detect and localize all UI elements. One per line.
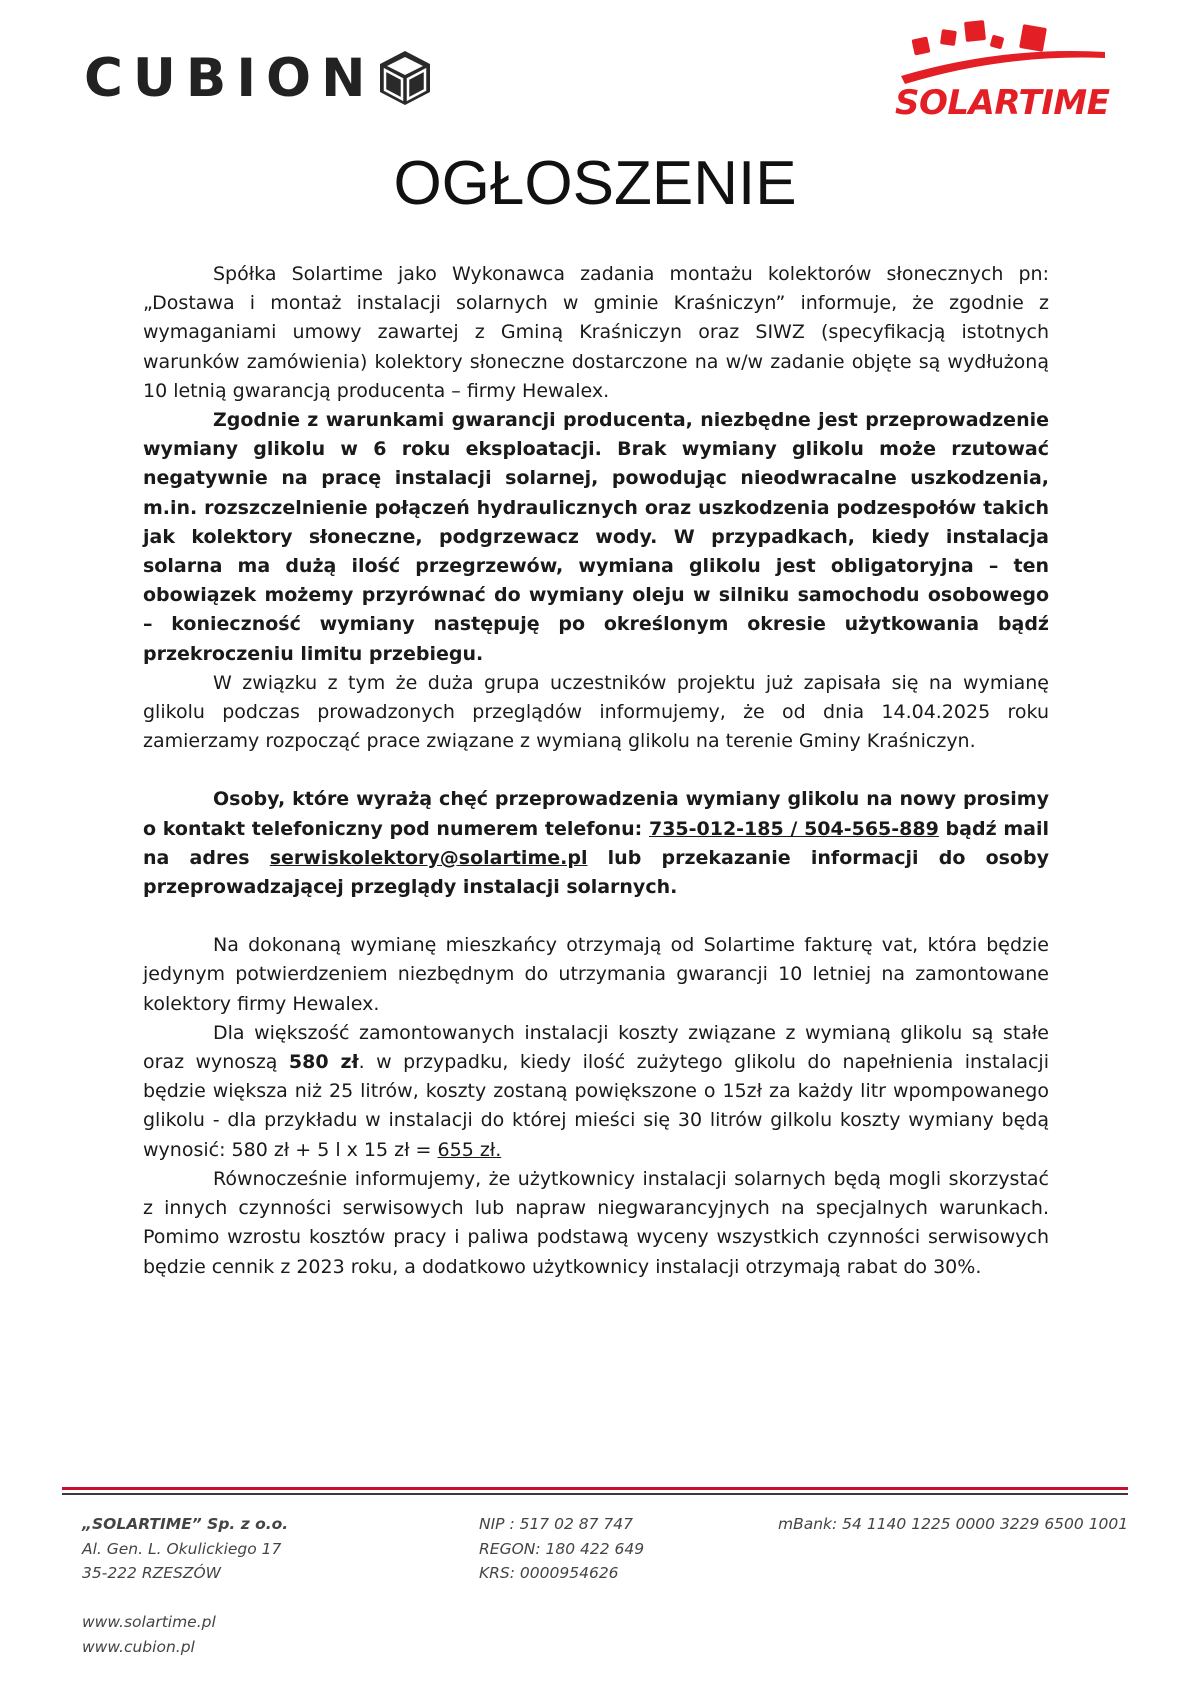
announcement-body <box>143 260 1049 1282</box>
contact-intro-text: Osoby, które wyrażą chęć przeprowadzenia wymiany glikolu na nowy prosimy o kontakt telefoniczny pod numerem telefonu: <box>143 788 1049 840</box>
costs-intro-text: Dla większość zamontowanych instalacji koszty związane z wymianą glikolu są stałe oraz wynoszą <box>143 1021 1049 1074</box>
paragraph-warranty-conditions: Zgodnie z warunkami gwarancji producenta, niezbędne jest przeprowadzenie wymiany glikolu w 6 roku eksploatacji. Brak wymiany glikolu może rzutować negatywnie na pracę instalacji solarnej, powodując nieodwracalne uszkodzenia, m.in. rozszczelnienie połączeń hydraulicznych oraz uszkodzenia podzespołów takich jak kolektory słoneczne, podgrzewacz wody. W przypadkach, kiedy instalacja solarna ma dużą ilość przegrzewów, wymiana glikolu jest obligatoryjna – ten obowiązek możemy przyrównać do wymiany oleju w silniku samochodu osobowego – konieczność wymiany następuję po określonym okresie użytkowania bądź przekroczeniu limitu przebiegu. <box>143 409 1049 665</box>
footer-nip: NIP : 517 02 87 747 <box>479 1515 633 1533</box>
footer-bank-block <box>778 1512 1128 1537</box>
footer-divider-red <box>62 1487 1128 1490</box>
cubion-cube-icon <box>379 50 431 106</box>
footer-krs: KRS: 0000954626 <box>479 1564 619 1583</box>
example-total-price: 655 zł. <box>437 1138 502 1161</box>
footer-address-street: Al. Gen. L. Okulickiego 17 <box>82 1539 282 1558</box>
footer-company-block <box>82 1512 288 1586</box>
base-price: 580 zł <box>288 1051 359 1074</box>
paragraph-other-services: Równocześnie informujemy, że użytkownicy instalacji solarnych będą mogli skorzystać z innych czynności serwisowych lub napraw niegwarancyjnych na specjalnych warunkach. Pomimo wzrostu kosztów pracy i paliwa podstawą wyceny wszystkich czynności serwisowych będzie cennik z 2023 roku, a dodatkowo użytkownicy instalacji otrzymają rabat do 30%. <box>143 1167 1049 1278</box>
paragraph-invoice: Na dokonaną wymianę mieszkańcy otrzymają od Solartime fakturę vat, która będzie jedynym potwierdzeniem niezbędnym do utrzymania gwarancji 10 letniej na zamontowane kolektory firmy Hewalex. <box>143 934 1049 1015</box>
costs-detail-text: . w przypadku, kiedy ilość zużytego glikolu do napełnienia instalacji będzie większa niż 25 litrów, koszty zostaną powiększone o 15zł za każdy litr wpompowanego glikolu - dla przykładu w instalacji do której mieści się 30 litrów gilkolu koszty wymiany będą wynosić: 580 zł + 5 l x 15 zł = <box>143 1051 1049 1161</box>
footer-regon: REGON: 180 422 649 <box>479 1539 645 1558</box>
footer-bank-account: mBank: 54 1140 1225 0000 3229 6500 1001 <box>778 1515 1129 1533</box>
contact-outro-text: lub przekazanie informacji do osoby przeprowadzającej przeglądy instalacji solarnych. <box>143 846 1049 899</box>
paragraph-intro: Spółka Solartime jako Wykonawca zadania montażu kolektorów słonecznych pn: „Dostawa i montaż instalacji solarnych w gminie Kraśniczyn” informuje, że zgodnie z wymaganiami umowy zawartej z Gminą Kraśniczyn oraz SIWZ (specyfikacją istotnych warunków zamówienia) kolektory słoneczne dostarczone na w/w zadanie objęte są wydłużoną 10 letnią gwarancją producenta – firmy Hewalex. <box>143 263 1049 402</box>
paragraph-costs <box>143 1019 1049 1165</box>
contact-mid-text: bądź mail na adres <box>143 817 1049 869</box>
paragraph-start-date: W związku z tym że duża grupa uczestników projektu już zapisała się na wymianę glikolu podczas prowadzonych przeglądów informujemy, że od dnia 14.04.2025 roku zamierzamy rozpocząć prace związane z wymianą glikolu na terenie Gminy Kraśniczyn. <box>143 671 1049 753</box>
paragraph-contact <box>143 785 1049 902</box>
footer-website-cubion[interactable]: www.cubion.pl <box>82 1637 195 1656</box>
phone-link[interactable]: 735-012-185 / 504-565-889 <box>648 817 939 840</box>
footer-company-name: „SOLARTIME” Sp. z o.o. <box>82 1515 289 1533</box>
footer-divider-dark <box>62 1493 1128 1495</box>
cubion-logo <box>84 47 431 109</box>
footer-registry-block <box>479 1512 644 1586</box>
footer-website-solartime[interactable]: www.solartime.pl <box>82 1613 216 1631</box>
solartime-logo <box>893 18 1139 128</box>
solartime-sun-icon <box>893 18 1139 90</box>
cubion-logo-text: CUBION <box>84 47 376 109</box>
solartime-logo-text: SOLARTIME <box>895 83 1110 123</box>
email-link[interactable]: serwiskolektory@solartime.pl <box>269 846 588 869</box>
footer-address-city: 35-222 RZESZÓW <box>82 1564 221 1583</box>
page-title: OGŁOSZENIE <box>393 149 797 218</box>
footer-websites-block <box>82 1610 216 1659</box>
